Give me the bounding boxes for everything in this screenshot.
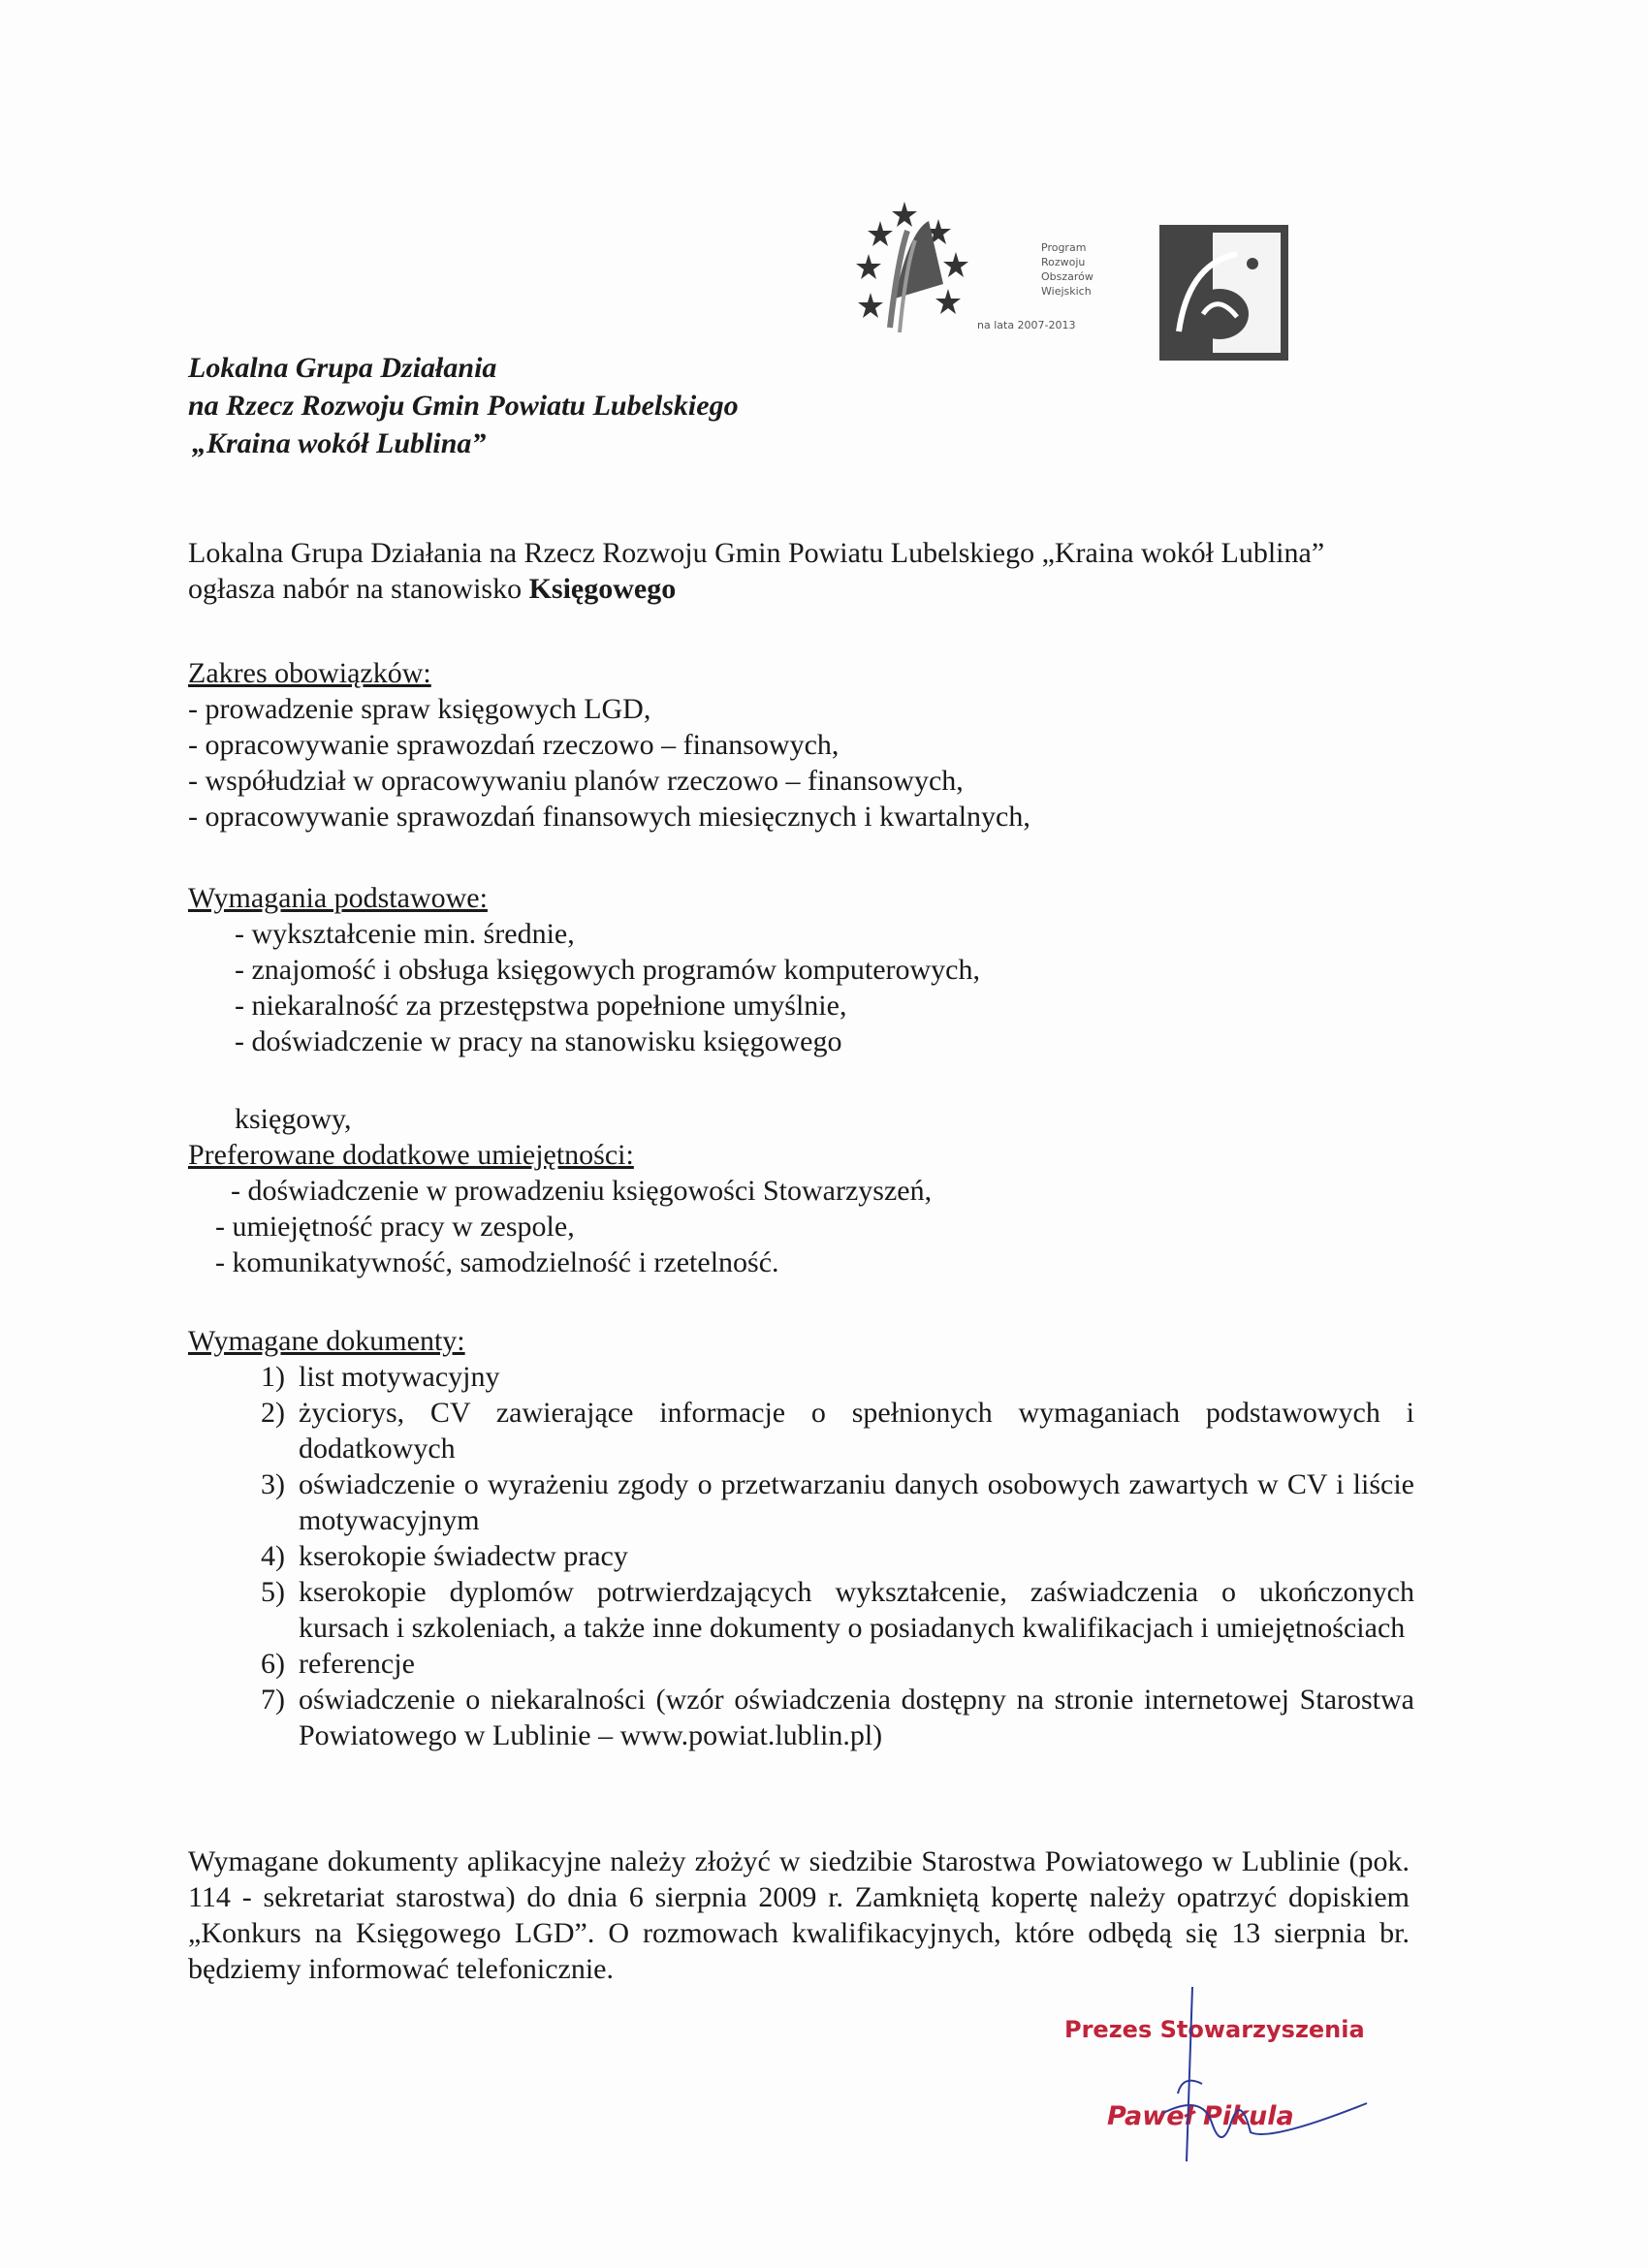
organization-header <box>188 349 739 462</box>
leader-logo <box>1159 225 1288 361</box>
list-item: - niekaralność za przestępstwa popełnione umyślnie, <box>235 990 847 1022</box>
numbered-item <box>188 1574 1414 1646</box>
numbered-item <box>188 1646 1414 1682</box>
item-number: 1) <box>261 1361 285 1393</box>
item-text: oświadczenie o niekaralności (wzór oświadczenia dostępny na stronie internetowej Starostwa Powiatowego w Lublinie – www.powiat.lublin.pl) <box>299 1684 1414 1751</box>
section-heading: Zakres obowiązków: <box>188 657 431 689</box>
logo-caption-line: Rozwoju <box>1041 256 1086 268</box>
org-name-line: „Kraina wokół Lublina” <box>192 427 487 459</box>
item-text: list motywacyjny <box>299 1361 500 1393</box>
prow-logo <box>851 192 1142 347</box>
item-text: życiorys, CV zawierające informacje o spełnionych wymaganiach podstawowych i dodatkowych <box>299 1397 1414 1465</box>
logo-caption-line: Obszarów <box>1041 270 1093 283</box>
item-number: 7) <box>261 1684 285 1716</box>
section-heading: Wymagane dokumenty: <box>188 1325 465 1357</box>
numbered-item <box>188 1538 1414 1574</box>
item-number: 3) <box>261 1468 285 1500</box>
preferred-section <box>188 1137 932 1280</box>
numbered-item <box>188 1682 1414 1753</box>
duties-section <box>188 655 1030 835</box>
signature-role-stamp: Prezes Stowarzyszenia <box>1064 2016 1365 2043</box>
list-item: - współudział w opracowywaniu planów rzeczowo – finansowych, <box>188 765 964 797</box>
logo-caption <box>1041 240 1093 299</box>
position-title: Księgowego <box>528 573 677 605</box>
list-item: - opracowywanie sprawozdań rzeczowo – finansowych, <box>188 729 840 761</box>
item-text: kserokopie świadectw pracy <box>299 1540 628 1572</box>
numbered-item <box>188 1395 1414 1466</box>
requirements-section <box>188 880 980 1059</box>
intro-text: Lokalna Grupa Działania na Rzecz Rozwoju Gmin Powiatu Lubelskiego „Kraina wokół Lublina” ogłasza nabór na stanowisko <box>188 537 1325 605</box>
handwritten-signature <box>1125 1977 1377 2171</box>
item-text: kserokopie dyplomów potrwierdzających wykształcenie, zaświadczenia o ukończonych kursach i szkoleniach, a także inne dokumenty o posiadanych kwalifikacjach i umiejętnościach <box>299 1576 1414 1644</box>
numbered-item <box>188 1466 1414 1538</box>
org-name-line: na Rzecz Rozwoju Gmin Powiatu Lubelskiego <box>188 390 739 422</box>
item-number: 2) <box>261 1397 285 1429</box>
section-heading: Preferowane dodatkowe umiejętności: <box>188 1139 634 1171</box>
submission-info: Wymagane dokumenty aplikacyjne należy złożyć w siedzibie Starostwa Powiatowego w Lublinie (pok. 114 - sekretariat starostwa) do dnia 6 sierpnia 2009 r. Zamkniętą kopertę należy opatrzyć dopiskiem „Konkurs na Księgowego LGD”. O rozmowach kwalifikacyjnych, które odbędą się 13 sierpnia br. będziemy informować telefonicznie. <box>188 1845 1410 1985</box>
list-item: - doświadczenie w pracy na stanowisku księgowego <box>235 1025 842 1057</box>
list-item: - komunikatywność, samodzielność i rzetelność. <box>215 1246 779 1278</box>
numbered-item <box>188 1359 1414 1395</box>
leader-emblem-icon <box>1159 225 1288 361</box>
documents-list <box>188 1359 1414 1753</box>
list-item: - doświadczenie w prowadzeniu księgowości Stowarzyszeń, <box>231 1175 933 1207</box>
list-item: - umiejętność pracy w zespole, <box>215 1211 575 1243</box>
requirements-continuation: księgowy, <box>235 1103 352 1135</box>
logo-caption-line: Program <box>1041 241 1087 254</box>
signature-name-stamp: Paweł Pikula <box>1107 2101 1294 2131</box>
section-heading: Wymagania podstawowe: <box>188 882 488 914</box>
item-number: 4) <box>261 1540 285 1572</box>
list-item: - wykształcenie min. średnie, <box>235 918 575 950</box>
item-text: referencje <box>299 1648 415 1680</box>
announcement-intro <box>188 535 1410 607</box>
list-item: - prowadzenie spraw księgowych LGD, <box>188 693 651 725</box>
item-number: 6) <box>261 1648 285 1680</box>
org-name-line: Lokalna Grupa Działania <box>188 352 497 384</box>
list-item: - opracowywanie sprawozdań finansowych miesięcznych i kwartalnych, <box>188 801 1030 833</box>
logo-caption-years: na lata 2007-2013 <box>977 319 1076 331</box>
item-number: 5) <box>261 1576 285 1608</box>
item-text: oświadczenie o wyrażeniu zgody o przetwarzaniu danych osobowych zawartych w CV i liście motywacyjnym <box>299 1468 1414 1536</box>
logo-caption-line: Wiejskich <box>1041 285 1092 298</box>
list-item: - znajomość i obsługa księgowych programów komputerowych, <box>235 954 980 986</box>
